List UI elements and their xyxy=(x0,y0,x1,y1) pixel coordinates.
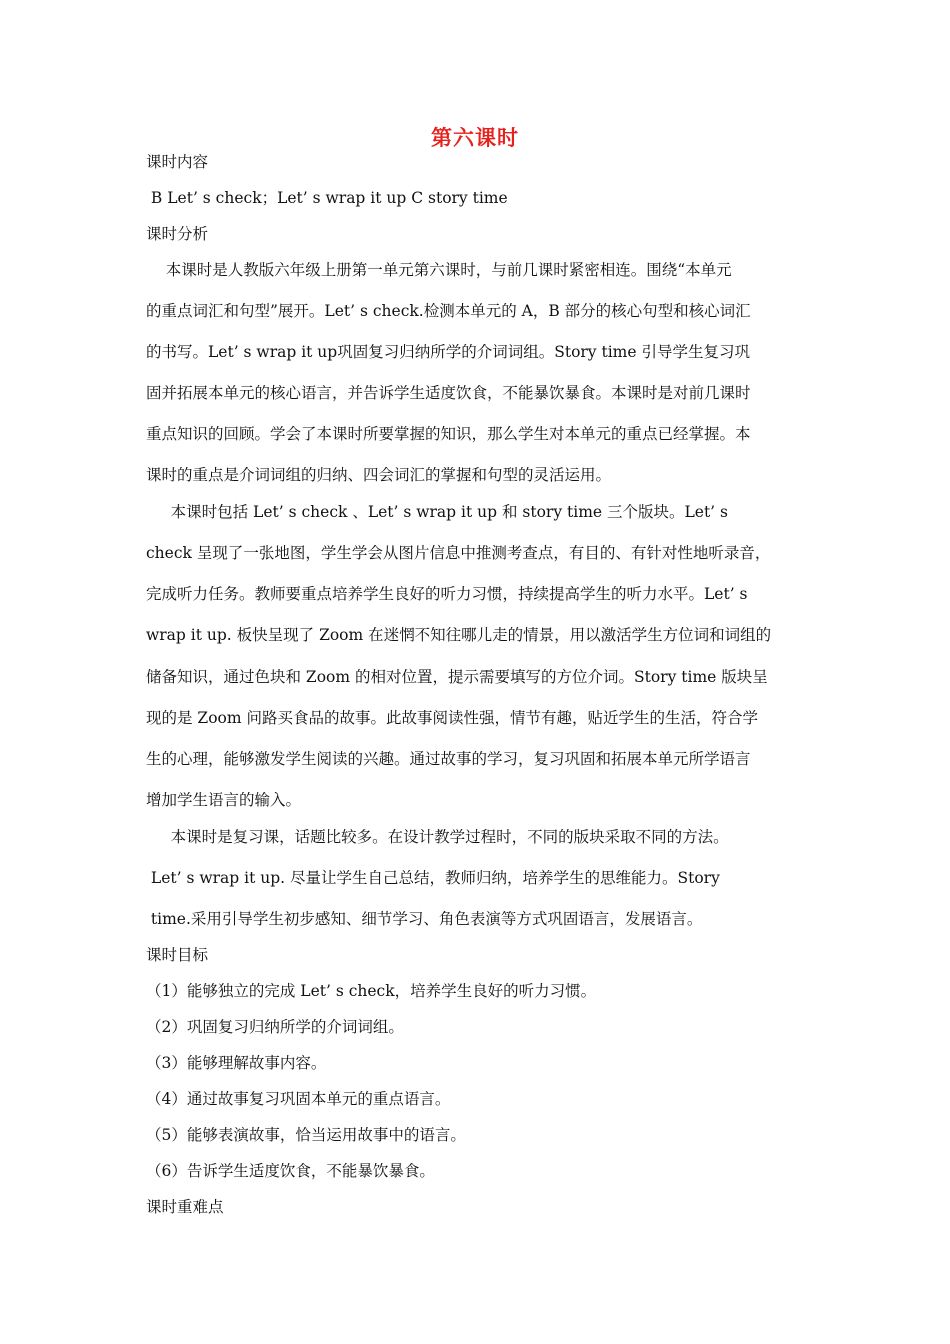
section-analysis-heading: 课时分析 xyxy=(146,225,209,243)
goal-item: （4）通过故事复习巩固本单元的重点语言。 xyxy=(146,1090,451,1108)
analysis-paragraph-2-line: 本课时包括 Let’ s check 、Let’ s wrap it up 和 story time 三个版块。Let’ s xyxy=(146,503,728,521)
analysis-paragraph-2-line: 增加学生语言的输入。 xyxy=(146,791,302,809)
analysis-paragraph-1-line: 的重点词汇和句型”展开。Let’ s check.检测本单元的 A，B 部分的核心句型和核心词汇 xyxy=(146,302,751,320)
analysis-paragraph-2-line: 储备知识，通过色块和 Zoom 的相对位置，提示需要填写的方位介词。Story time 版块呈 xyxy=(146,668,768,686)
analysis-paragraph-2-line: wrap it up. 板快呈现了 Zoom 在迷惘不知往哪儿走的情景，用以激活学生方位词和词组的 xyxy=(146,626,772,644)
goal-item: （2）巩固复习归纳所学的介词词组。 xyxy=(146,1018,404,1036)
section-content-text: B Let’ s check；Let’ s wrap it up C story time xyxy=(146,189,508,207)
goal-item: （1）能够独立的完成 Let’ s check，培养学生良好的听力习惯。 xyxy=(146,982,597,1000)
analysis-paragraph-3-line: Let’ s wrap it up. 尽量让学生自己总结，教师归纳，培养学生的思维能力。Story xyxy=(146,869,720,887)
analysis-paragraph-2-line: 生的心理，能够激发学生阅读的兴趣。通过故事的学习，复习巩固和拓展本单元所学语言 xyxy=(146,750,751,768)
section-keypoints-heading: 课时重难点 xyxy=(146,1198,224,1216)
goal-item: （3）能够理解故事内容。 xyxy=(146,1054,327,1072)
section-content-heading: 课时内容 xyxy=(146,153,209,171)
page-title: 第六课时 xyxy=(431,126,519,150)
section-goals-heading: 课时目标 xyxy=(146,946,209,964)
goal-item: （5）能够表演故事，恰当运用故事中的语言。 xyxy=(146,1126,466,1144)
analysis-paragraph-1-line: 的书写。Let’ s wrap it up巩固复习归纳所学的介词词组。Story time 引导学生复习巩 xyxy=(146,343,750,361)
analysis-paragraph-3-line: time.采用引导学生初步感知、细节学习、角色表演等方式巩固语言，发展语言。 xyxy=(146,910,703,928)
analysis-paragraph-2-line: 现的是 Zoom 问路买食品的故事。此故事阅读性强，情节有趣，贴近学生的生活，符合学 xyxy=(146,709,758,727)
goal-item: （6）告诉学生适度饮食，不能暴饮暴食。 xyxy=(146,1162,435,1180)
analysis-paragraph-1-line: 课时的重点是介词词组的归纳、四会词汇的掌握和句型的灵活运用。 xyxy=(146,466,612,484)
analysis-paragraph-2-line: check 呈现了一张地图，学生学会从图片信息中推测考查点，有目的、有针对性地听录音， xyxy=(146,544,771,562)
analysis-paragraph-1-line: 重点知识的回顾。学会了本课时所要掌握的知识，那么学生对本单元的重点已经掌握。本 xyxy=(146,425,751,443)
analysis-paragraph-2-line: 完成听力任务。教师要重点培养学生良好的听力习惯，持续提高学生的听力水平。Let’ s xyxy=(146,585,748,603)
analysis-paragraph-3-line: 本课时是复习课，话题比较多。在设计教学过程时，不同的版块采取不同的方法。 xyxy=(146,828,729,846)
analysis-paragraph-1-line: 固并拓展本单元的核心语言，并告诉学生适度饮食，不能暴饮暴食。本课时是对前几课时 xyxy=(146,384,751,402)
analysis-paragraph-1-line: 本课时是人教版六年级上册第一单元第六课时，与前几课时紧密相连。围绕“本单元 xyxy=(146,261,732,279)
